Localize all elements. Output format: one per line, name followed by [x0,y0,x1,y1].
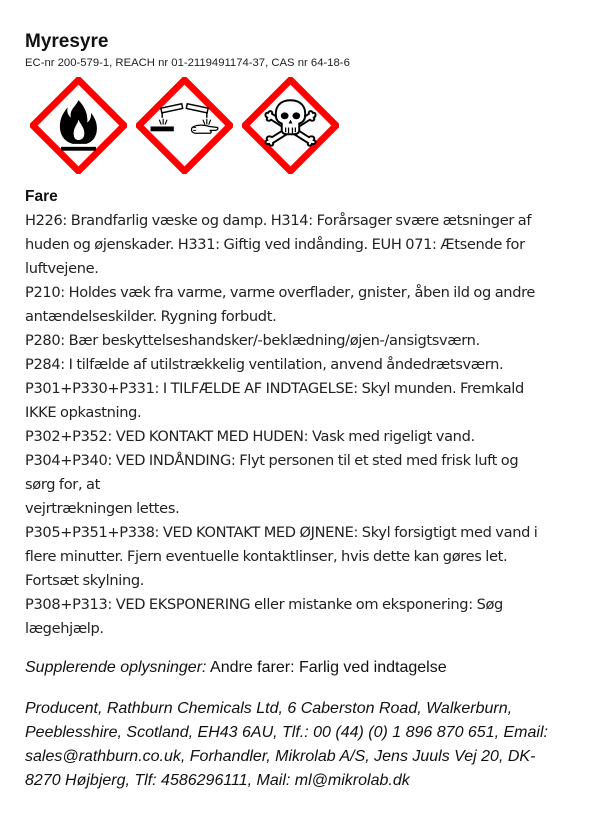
statement-line: flere minutter. Fjern eventuelle kontaktlinser, hvis dette kan gøres let. [25,548,508,565]
producer-line: 8270 Højbjerg, Tlf: 4586296111, Mail: ml@mikrolab.dk [25,772,410,789]
skull-crossbones-icon [242,77,339,174]
statement-line: P302+P352: VED KONTAKT MED HUDEN: Vask med rigeligt vand. [25,428,475,445]
flame-icon [30,77,127,174]
statement-line: P308+P313: VED EKSPONERING eller mistanke om eksponering: Søg [25,596,503,613]
producer-line: Peeblesshire, Scotland, EH43 6AU, Tlf.: 00 (44) (0) 1 896 870 651, Email: [25,724,548,741]
statement-line: P280: Bær beskyttelseshandsker/-beklædning/øjen-/ansigtsværn. [25,332,480,349]
producer-info [25,697,585,793]
statement-line: vejrtrækningen lettes. [25,500,180,517]
hazard-pictograms [30,77,350,174]
statement-line: antændelseskilder. Rygning forbudt. [25,308,277,325]
statement-line: lægehjælp. [25,620,104,637]
statement-line: P210: Holdes væk fra varme, varme overflader, gnister, åben ild og andre [25,284,536,301]
statement-line: P304+P340: VED INDÅNDING: Flyt personen til et sted med frisk luft og [25,452,519,469]
supplementary-label: Supplerende oplysninger: [25,659,207,676]
product-title: Myresyre [25,31,109,52]
statement-line: luftvejene. [25,260,99,277]
product-identifiers: EC-nr 200-579-1, REACH nr 01-2119491174-37, CAS nr 64-18-6 [25,57,350,69]
statement-line: P305+P351+P338: VED KONTAKT MED ØJNENE: Skyl forsigtigt med vand i [25,524,538,541]
statement-line: huden og øjenskader. H331: Giftig ved indånding. EUH 071: Ætsende for [25,236,525,253]
corrosion-icon [136,77,233,174]
statement-line: IKKE opkastning. [25,404,142,421]
supplementary-info [25,656,447,680]
supplementary-text: Andre farer: Farlig ved indtagelse [206,659,447,676]
hazard-precautionary-statements [25,209,570,641]
producer-line: sales@rathburn.co.uk, Forhandler, Mikrolab A/S, Jens Juuls Vej 20, DK- [25,748,536,765]
signal-word: Fare [25,188,58,205]
producer-line: Producent, Rathburn Chemicals Ltd, 6 Caberston Road, Walkerburn, [25,700,513,717]
statement-line: H226: Brandfarlig væske og damp. H314: Forårsager svære ætsninger af [25,212,532,229]
statement-line: P284: I tilfælde af utilstrækkelig ventilation, anvend åndedrætsværn. [25,356,504,373]
statement-line: Fortsæt skylning. [25,572,145,589]
statement-line: P301+P330+P331: I TILFÆLDE AF INDTAGELSE: Skyl munden. Fremkald [25,380,524,397]
statement-line: sørg for, at [25,476,100,493]
